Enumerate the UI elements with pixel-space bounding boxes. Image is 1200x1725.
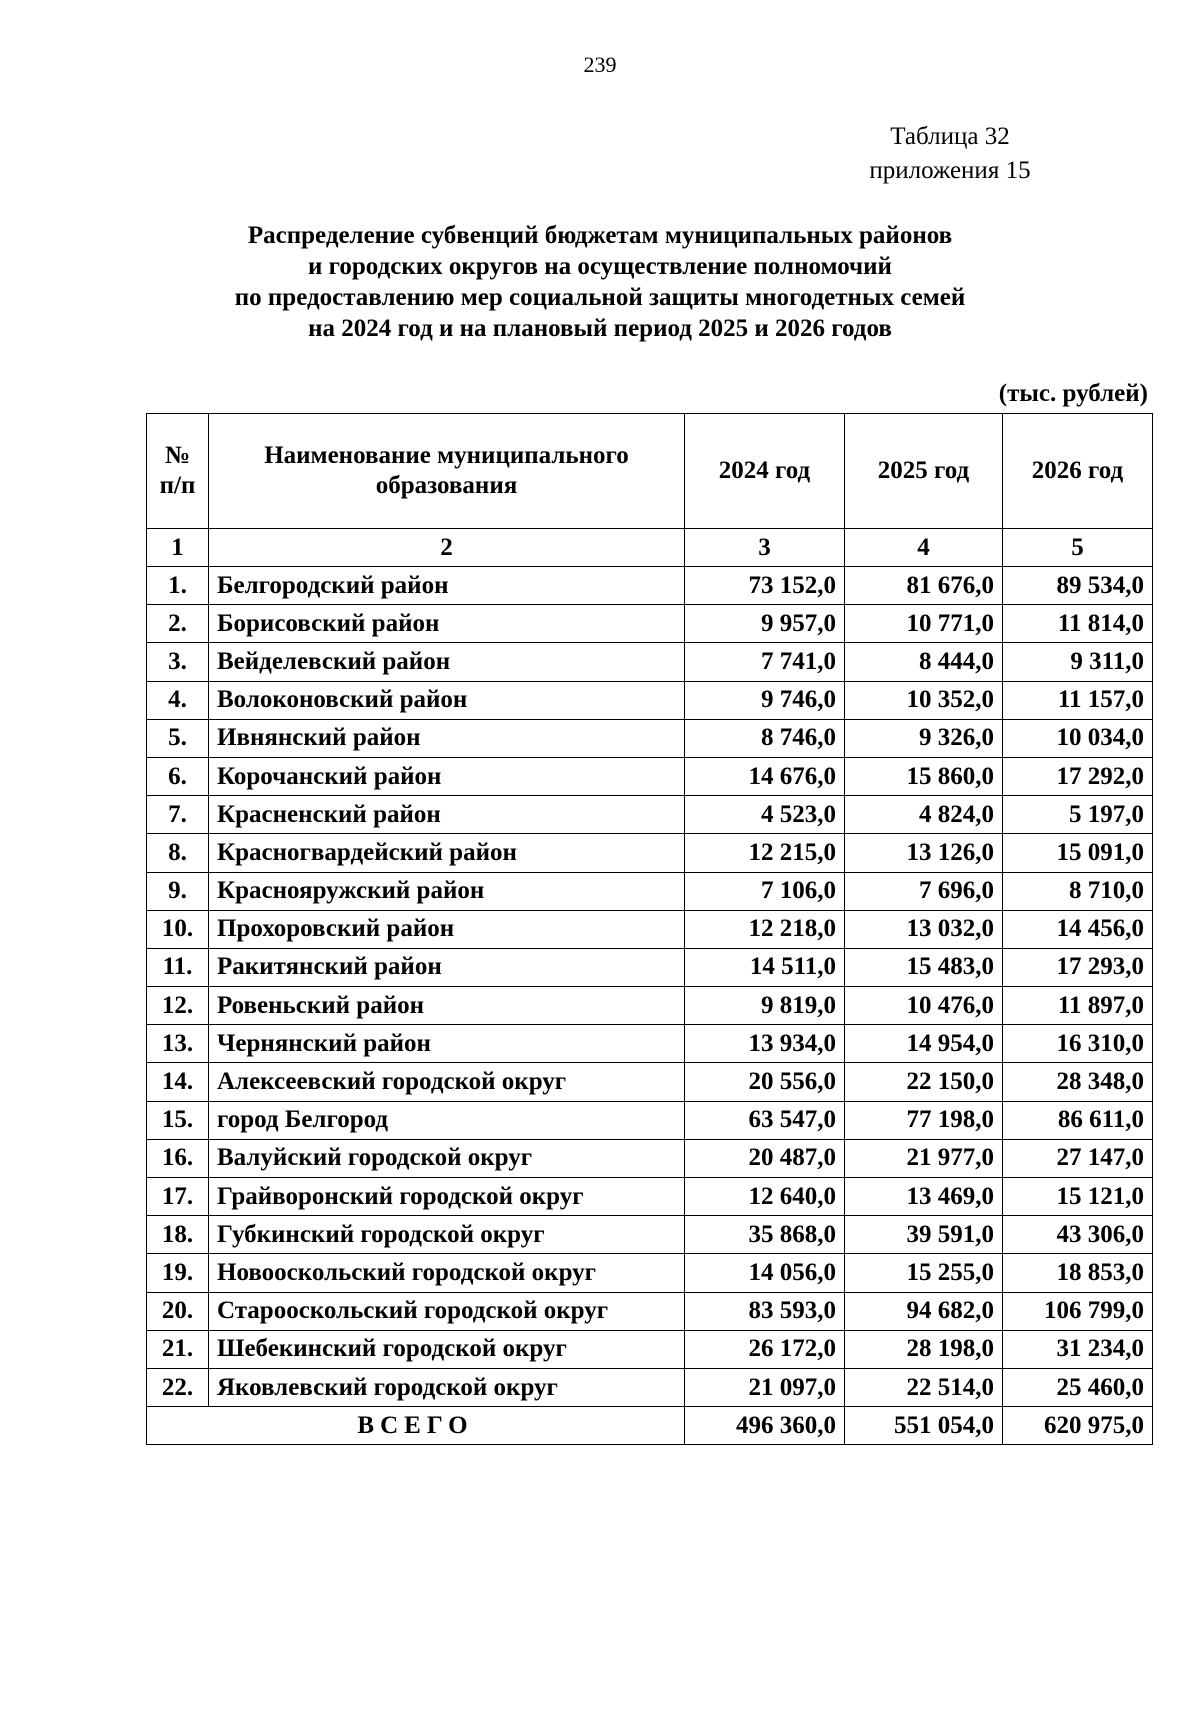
row-value-2025: 28 198,0 [845,1330,1003,1368]
row-value-2025: 13 126,0 [845,834,1003,872]
row-value-2025: 39 591,0 [845,1216,1003,1254]
row-name: Шебекинский городской округ [209,1330,685,1368]
row-name: Краснояружский район [209,872,685,910]
row-value-2026: 10 034,0 [1003,719,1153,757]
row-number: 5. [147,719,209,757]
header-number [147,414,209,529]
row-value-2024: 12 640,0 [685,1178,845,1216]
title-line-3: по предоставлению мер социальной защиты многодетных семей [234,284,966,311]
row-number: 18. [147,1216,209,1254]
table-reference-line-2: приложения 15 [869,157,1031,184]
row-value-2025: 22 150,0 [845,1063,1003,1101]
row-value-2024: 73 152,0 [685,567,845,605]
row-number: 1. [147,567,209,605]
header-2026: 2026 год [1003,414,1153,529]
row-value-2024: 21 097,0 [685,1368,845,1406]
table-total-row [147,1407,1153,1445]
column-number: 2 [209,529,685,567]
row-name: Алексеевский городской округ [209,1063,685,1101]
row-value-2024: 4 523,0 [685,796,845,834]
header-2025: 2025 год [845,414,1003,529]
table-header-row [147,414,1153,529]
table-row [147,1063,1153,1101]
row-value-2025: 9 326,0 [845,719,1003,757]
row-value-2026: 8 710,0 [1003,872,1153,910]
row-value-2025: 7 696,0 [845,872,1003,910]
row-name: Ровеньский район [209,987,685,1025]
table-row [147,872,1153,910]
row-value-2024: 14 676,0 [685,757,845,795]
row-name: Красногвардейский район [209,834,685,872]
row-value-2024: 20 487,0 [685,1139,845,1177]
row-number: 4. [147,681,209,719]
table-row [147,1101,1153,1139]
header-number-line-2: п/п [159,472,196,499]
row-name: Корочанский район [209,757,685,795]
title-line-2: и городских округов на осуществление полномочий [308,253,892,280]
table-row [147,1254,1153,1292]
table-row [147,643,1153,681]
header-2024: 2024 год [685,414,845,529]
row-value-2024: 7 106,0 [685,872,845,910]
row-value-2026: 5 197,0 [1003,796,1153,834]
row-value-2024: 20 556,0 [685,1063,845,1101]
row-value-2025: 15 255,0 [845,1254,1003,1292]
column-number: 4 [845,529,1003,567]
row-number: 12. [147,987,209,1025]
title-line-1: Распределение субвенций бюджетам муниципальных районов [247,222,953,249]
row-name: Чернянский район [209,1025,685,1063]
row-name: Белгородский район [209,567,685,605]
row-value-2024: 9 746,0 [685,681,845,719]
row-number: 22. [147,1368,209,1406]
row-value-2026: 9 311,0 [1003,643,1153,681]
row-value-2024: 12 218,0 [685,910,845,948]
row-value-2025: 13 469,0 [845,1178,1003,1216]
row-value-2025: 21 977,0 [845,1139,1003,1177]
row-value-2026: 89 534,0 [1003,567,1153,605]
row-value-2026: 106 799,0 [1003,1292,1153,1330]
row-number: 15. [147,1101,209,1139]
title-line-4: на 2024 год и на плановый период 2025 и 2026 годов [308,315,892,342]
row-value-2025: 10 476,0 [845,987,1003,1025]
row-number: 7. [147,796,209,834]
table-row [147,719,1153,757]
row-name: Борисовский район [209,605,685,643]
row-value-2024: 9 957,0 [685,605,845,643]
row-name: Вейделевский район [209,643,685,681]
units-label: (тыс. рублей) [998,380,1148,407]
subvention-table [146,413,1153,1445]
header-name-line-1: Наименование муниципального [264,442,629,469]
table-row [147,1330,1153,1368]
row-value-2026: 25 460,0 [1003,1368,1153,1406]
row-value-2024: 9 819,0 [685,987,845,1025]
table-row [147,1368,1153,1406]
row-name: Красненский район [209,796,685,834]
row-value-2026: 27 147,0 [1003,1139,1153,1177]
table-row [147,1216,1153,1254]
row-value-2026: 11 814,0 [1003,605,1153,643]
row-name: Валуйский городской округ [209,1139,685,1177]
row-number: 11. [147,948,209,986]
row-value-2025: 4 824,0 [845,796,1003,834]
row-number: 8. [147,834,209,872]
row-number: 21. [147,1330,209,1368]
table-row [147,757,1153,795]
row-value-2025: 77 198,0 [845,1101,1003,1139]
row-value-2026: 16 310,0 [1003,1025,1153,1063]
row-value-2026: 18 853,0 [1003,1254,1153,1292]
row-name: Яковлевский городской округ [209,1368,685,1406]
row-number: 9. [147,872,209,910]
row-value-2025: 10 771,0 [845,605,1003,643]
row-value-2026: 11 157,0 [1003,681,1153,719]
row-value-2026: 28 348,0 [1003,1063,1153,1101]
column-number: 5 [1003,529,1153,567]
row-number: 10. [147,910,209,948]
row-value-2025: 10 352,0 [845,681,1003,719]
row-name: Ивнянский район [209,719,685,757]
table-row [147,987,1153,1025]
row-number: 16. [147,1139,209,1177]
column-number: 1 [147,529,209,567]
row-value-2025: 15 860,0 [845,757,1003,795]
row-value-2025: 15 483,0 [845,948,1003,986]
row-value-2025: 13 032,0 [845,910,1003,948]
row-value-2025: 22 514,0 [845,1368,1003,1406]
total-value-2025: 551 054,0 [845,1407,1003,1445]
row-number: 17. [147,1178,209,1216]
total-value-2024: 496 360,0 [685,1407,845,1445]
table-row [147,1178,1153,1216]
table-row [147,910,1153,948]
table-row [147,1025,1153,1063]
column-number: 3 [685,529,845,567]
row-name: Прохоровский район [209,910,685,948]
table-row [147,681,1153,719]
row-number: 14. [147,1063,209,1101]
table-row [147,796,1153,834]
row-value-2024: 14 056,0 [685,1254,845,1292]
total-value-2026: 620 975,0 [1003,1407,1153,1445]
row-value-2025: 14 954,0 [845,1025,1003,1063]
row-value-2026: 17 293,0 [1003,948,1153,986]
row-name: Грайворонский городской округ [209,1178,685,1216]
row-value-2026: 17 292,0 [1003,757,1153,795]
row-number: 13. [147,1025,209,1063]
row-value-2025: 81 676,0 [845,567,1003,605]
column-number-row [147,529,1153,567]
row-value-2025: 8 444,0 [845,643,1003,681]
row-name: Новооскольский городской округ [209,1254,685,1292]
row-value-2026: 14 456,0 [1003,910,1153,948]
row-name: город Белгород [209,1101,685,1139]
row-value-2026: 31 234,0 [1003,1330,1153,1368]
row-number: 2. [147,605,209,643]
row-value-2024: 35 868,0 [685,1216,845,1254]
document-title [150,220,1050,344]
row-value-2024: 7 741,0 [685,643,845,681]
row-value-2024: 13 934,0 [685,1025,845,1063]
row-name: Губкинский городской округ [209,1216,685,1254]
table-row [147,948,1153,986]
row-value-2024: 12 215,0 [685,834,845,872]
row-value-2024: 83 593,0 [685,1292,845,1330]
row-name: Старооскольский городской округ [209,1292,685,1330]
table-reference-line-1: Таблица 32 [890,123,1010,150]
row-number: 19. [147,1254,209,1292]
table-row [147,567,1153,605]
row-value-2026: 11 897,0 [1003,987,1153,1025]
header-name-line-2: образования [375,472,518,499]
row-number: 3. [147,643,209,681]
row-value-2024: 14 511,0 [685,948,845,986]
page-number: 239 [583,52,617,77]
table-row [147,1139,1153,1177]
total-label: ВСЕГО [147,1407,685,1445]
table-row [147,834,1153,872]
row-value-2026: 15 121,0 [1003,1178,1153,1216]
row-number: 6. [147,757,209,795]
header-number-line-1: № [164,442,191,469]
row-value-2026: 86 611,0 [1003,1101,1153,1139]
row-value-2024: 8 746,0 [685,719,845,757]
row-value-2025: 94 682,0 [845,1292,1003,1330]
row-value-2024: 26 172,0 [685,1330,845,1368]
row-value-2026: 43 306,0 [1003,1216,1153,1254]
header-name [209,414,685,529]
table-row [147,1292,1153,1330]
row-name: Волоконовский район [209,681,685,719]
table-reference [800,120,1100,188]
table-row [147,605,1153,643]
row-value-2024: 63 547,0 [685,1101,845,1139]
table-body [147,567,1153,1445]
row-value-2026: 15 091,0 [1003,834,1153,872]
row-name: Ракитянский район [209,948,685,986]
row-number: 20. [147,1292,209,1330]
